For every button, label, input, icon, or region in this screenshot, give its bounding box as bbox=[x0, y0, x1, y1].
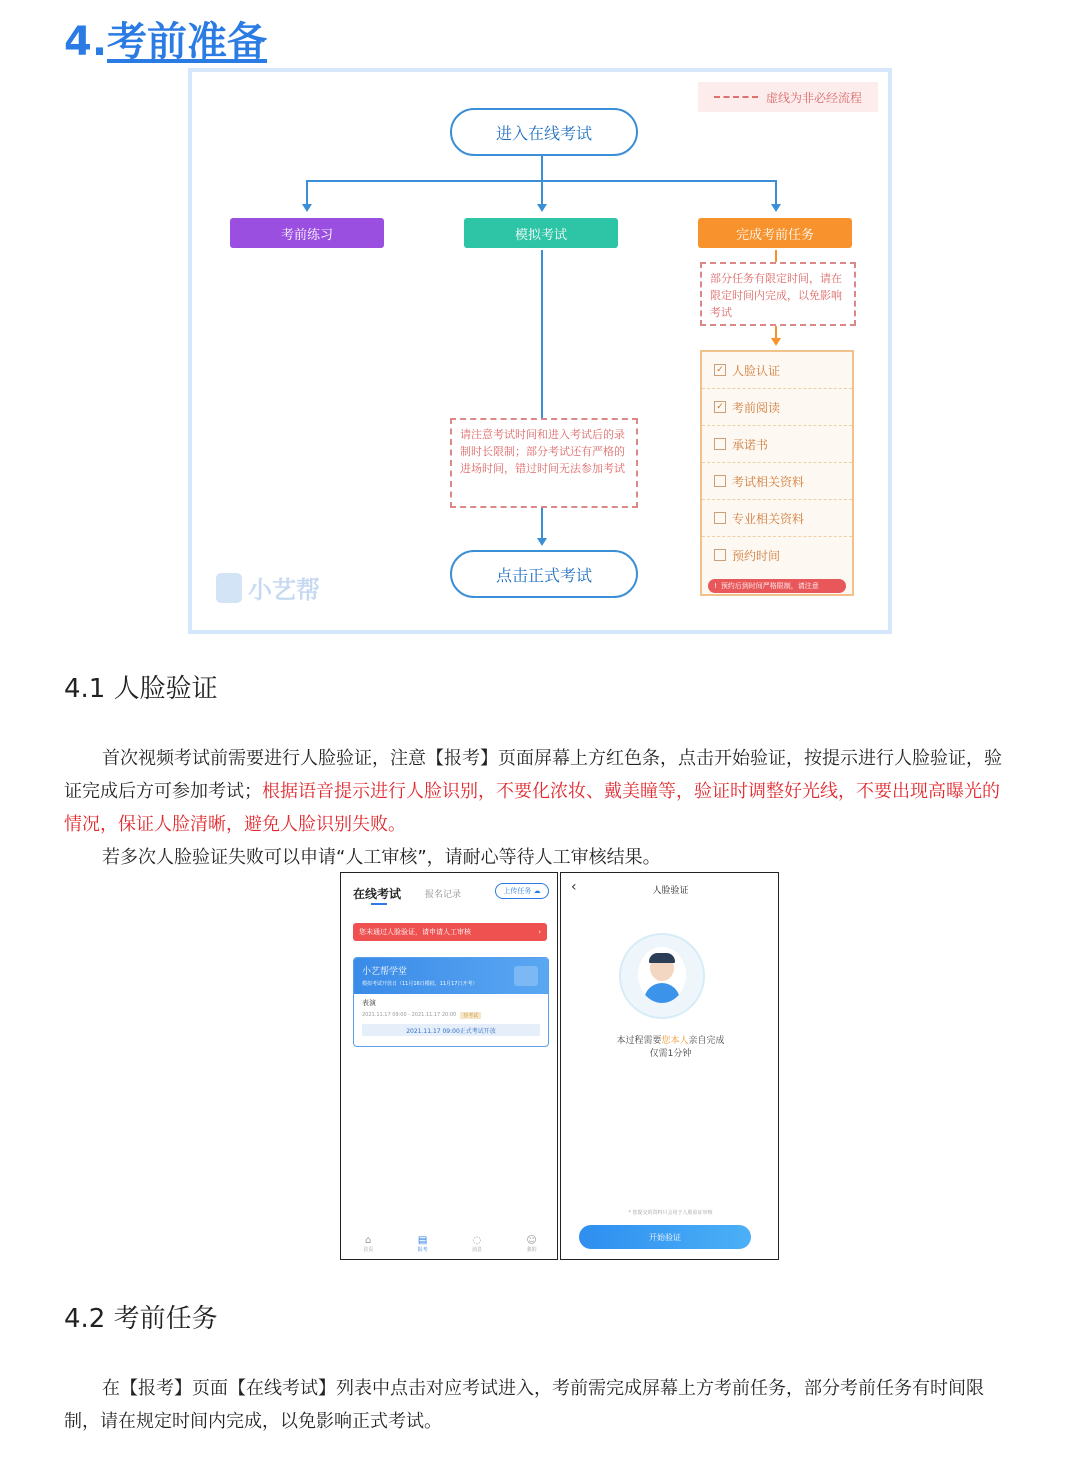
arrow-down-icon bbox=[537, 204, 547, 212]
document-icon: ▤ bbox=[417, 1235, 428, 1246]
chevron-right-icon: › bbox=[538, 928, 541, 936]
checkbox-icon bbox=[714, 512, 726, 524]
task-label: 预约时间 bbox=[732, 548, 781, 563]
branch-tasks: 完成考前任务 bbox=[698, 218, 852, 248]
arrow-down-icon bbox=[771, 204, 781, 212]
legend-text: 虚线为非必经流程 bbox=[765, 90, 862, 105]
checkbox-icon bbox=[714, 549, 726, 561]
arrow-down-icon bbox=[302, 204, 312, 212]
connector bbox=[541, 508, 543, 538]
paragraph: 若多次人脸验证失败可以申请“人工审核”，请耐心等待人工审核结果。 bbox=[102, 847, 661, 868]
checkbox-icon bbox=[714, 475, 726, 487]
tab-indicator bbox=[371, 903, 387, 905]
exam-card-header bbox=[354, 958, 548, 994]
instruction-text: 本过程需要您本人亲自完成 仅需1分钟 bbox=[616, 1036, 725, 1059]
checkbox-checked-icon: ✓ bbox=[714, 401, 726, 413]
task-label: 专业相关资料 bbox=[732, 511, 805, 526]
nav-messages[interactable]: ◌ 消息 bbox=[471, 1235, 482, 1253]
mock-note: 请注意考试时间和进入考试后的录制时长限制；部分考试还有严格的进场时间，错过时间无法参加考试 bbox=[450, 418, 638, 508]
paragraph: 首次视频考试前需要进行人脸验证，注意【报考】页面屏幕上方红色条，点击开始验证，按提示进行人脸验证，验证完成后方可参加考试；根据语音提示进行人脸识别，不要化浓妆、戴美瞳等，验证时调整好光线，不要出现高曝光的情况，保证人脸清晰，避免人脸识别失败。 bbox=[64, 748, 1002, 835]
section-4-2-title: 4.2 考前任务 bbox=[64, 1304, 218, 1334]
connector bbox=[775, 180, 777, 204]
exam-name: 表演 bbox=[362, 999, 376, 1007]
checkbox-checked-icon: ✓ bbox=[714, 364, 726, 376]
branch-practice: 考前练习 bbox=[230, 218, 384, 248]
paragraph: 在【报考】页面【在线考试】列表中点击对应考试进入，考前需完成屏幕上方考前任务，部分考前任务有时间限制，请在规定时间内完成，以免影响正式考试。 bbox=[64, 1378, 984, 1432]
task-item bbox=[702, 537, 852, 573]
task-label: 承诺书 bbox=[732, 437, 769, 452]
card-subtitle: 模拟考试开放日（11月16日模拟，11月17日开考） bbox=[362, 981, 478, 987]
screen-title: 人脸验证 bbox=[652, 886, 689, 896]
connector bbox=[306, 180, 308, 204]
face-alert-bar[interactable]: 您未通过人脸验证，请申请人工审核 › bbox=[353, 923, 547, 941]
dashed-line-icon bbox=[714, 96, 758, 98]
task-label: 考试相关资料 bbox=[732, 474, 805, 489]
nav-home[interactable]: ⌂ 首页 bbox=[363, 1235, 374, 1253]
arrow-down-icon bbox=[537, 538, 547, 546]
task-note: 部分任务有限定时间，请在限定时间内完成，以免影响考试 bbox=[700, 262, 856, 326]
tab-online-exam[interactable]: 在线考试 bbox=[353, 887, 402, 901]
nav-profile[interactable]: ☺ 我的 bbox=[526, 1235, 537, 1253]
connector bbox=[775, 250, 777, 262]
tab-registration[interactable]: 报名记录 bbox=[425, 890, 462, 900]
end-node: 点击正式考试 bbox=[450, 550, 638, 598]
checkbox-icon bbox=[714, 438, 726, 450]
section-title bbox=[64, 10, 267, 67]
branch-mock-exam: 模拟考试 bbox=[464, 218, 618, 248]
connector bbox=[541, 154, 543, 180]
task-item bbox=[702, 352, 852, 389]
task-list bbox=[700, 350, 854, 596]
section-title-text: 考前准备 bbox=[107, 19, 268, 65]
start-verify-button[interactable]: 开始验证 bbox=[579, 1225, 751, 1249]
task-label: 人脸认证 bbox=[732, 363, 781, 378]
flowchart bbox=[188, 68, 892, 634]
bottom-nav bbox=[341, 1235, 558, 1253]
avatar-icon bbox=[638, 947, 686, 1003]
task-warning: ! 预约后到时间严格限制，请注意 bbox=[708, 579, 846, 593]
warning-icon: ! bbox=[714, 582, 717, 590]
logo-icon bbox=[216, 573, 242, 603]
footnote: * 您提交的资料只会用于人脸验证审核 bbox=[628, 1210, 713, 1216]
section-4-1-title: 4.1 人脸验证 bbox=[64, 674, 218, 704]
task-item bbox=[702, 500, 852, 537]
card-title: 小艺帮学堂 bbox=[362, 967, 408, 977]
upload-task-button[interactable]: 上传任务 ☁ bbox=[495, 883, 549, 899]
task-label: 考前阅读 bbox=[732, 400, 781, 415]
user-icon: ☺ bbox=[526, 1235, 537, 1246]
home-icon: ⌂ bbox=[365, 1235, 372, 1246]
exam-card[interactable] bbox=[353, 957, 549, 1047]
back-icon[interactable]: ‹ bbox=[571, 879, 577, 895]
exam-open-button[interactable]: 2021.11.17 09:00正式考试开放 bbox=[362, 1024, 540, 1036]
start-node: 进入在线考试 bbox=[450, 108, 638, 156]
face-frame bbox=[619, 933, 705, 1019]
exam-time-row: 2021.11.17 09:00 - 2021.11.17 20:00 待考试 bbox=[354, 1012, 548, 1019]
connector bbox=[541, 250, 543, 418]
phone-screenshot-exam-list bbox=[340, 872, 558, 1260]
connector bbox=[775, 326, 777, 338]
task-item bbox=[702, 389, 852, 426]
task-item bbox=[702, 426, 852, 463]
play-icon bbox=[514, 966, 538, 986]
arrow-down-icon bbox=[771, 338, 781, 346]
legend bbox=[698, 82, 878, 112]
section-number: 4. bbox=[64, 19, 108, 65]
watermark: 小艺帮 bbox=[216, 570, 320, 605]
task-item bbox=[702, 463, 852, 500]
nav-apply[interactable]: ▤ 报考 bbox=[417, 1235, 428, 1253]
phone-screenshot-face-verify bbox=[560, 872, 779, 1260]
chat-icon: ◌ bbox=[472, 1235, 482, 1246]
connector bbox=[541, 180, 543, 204]
